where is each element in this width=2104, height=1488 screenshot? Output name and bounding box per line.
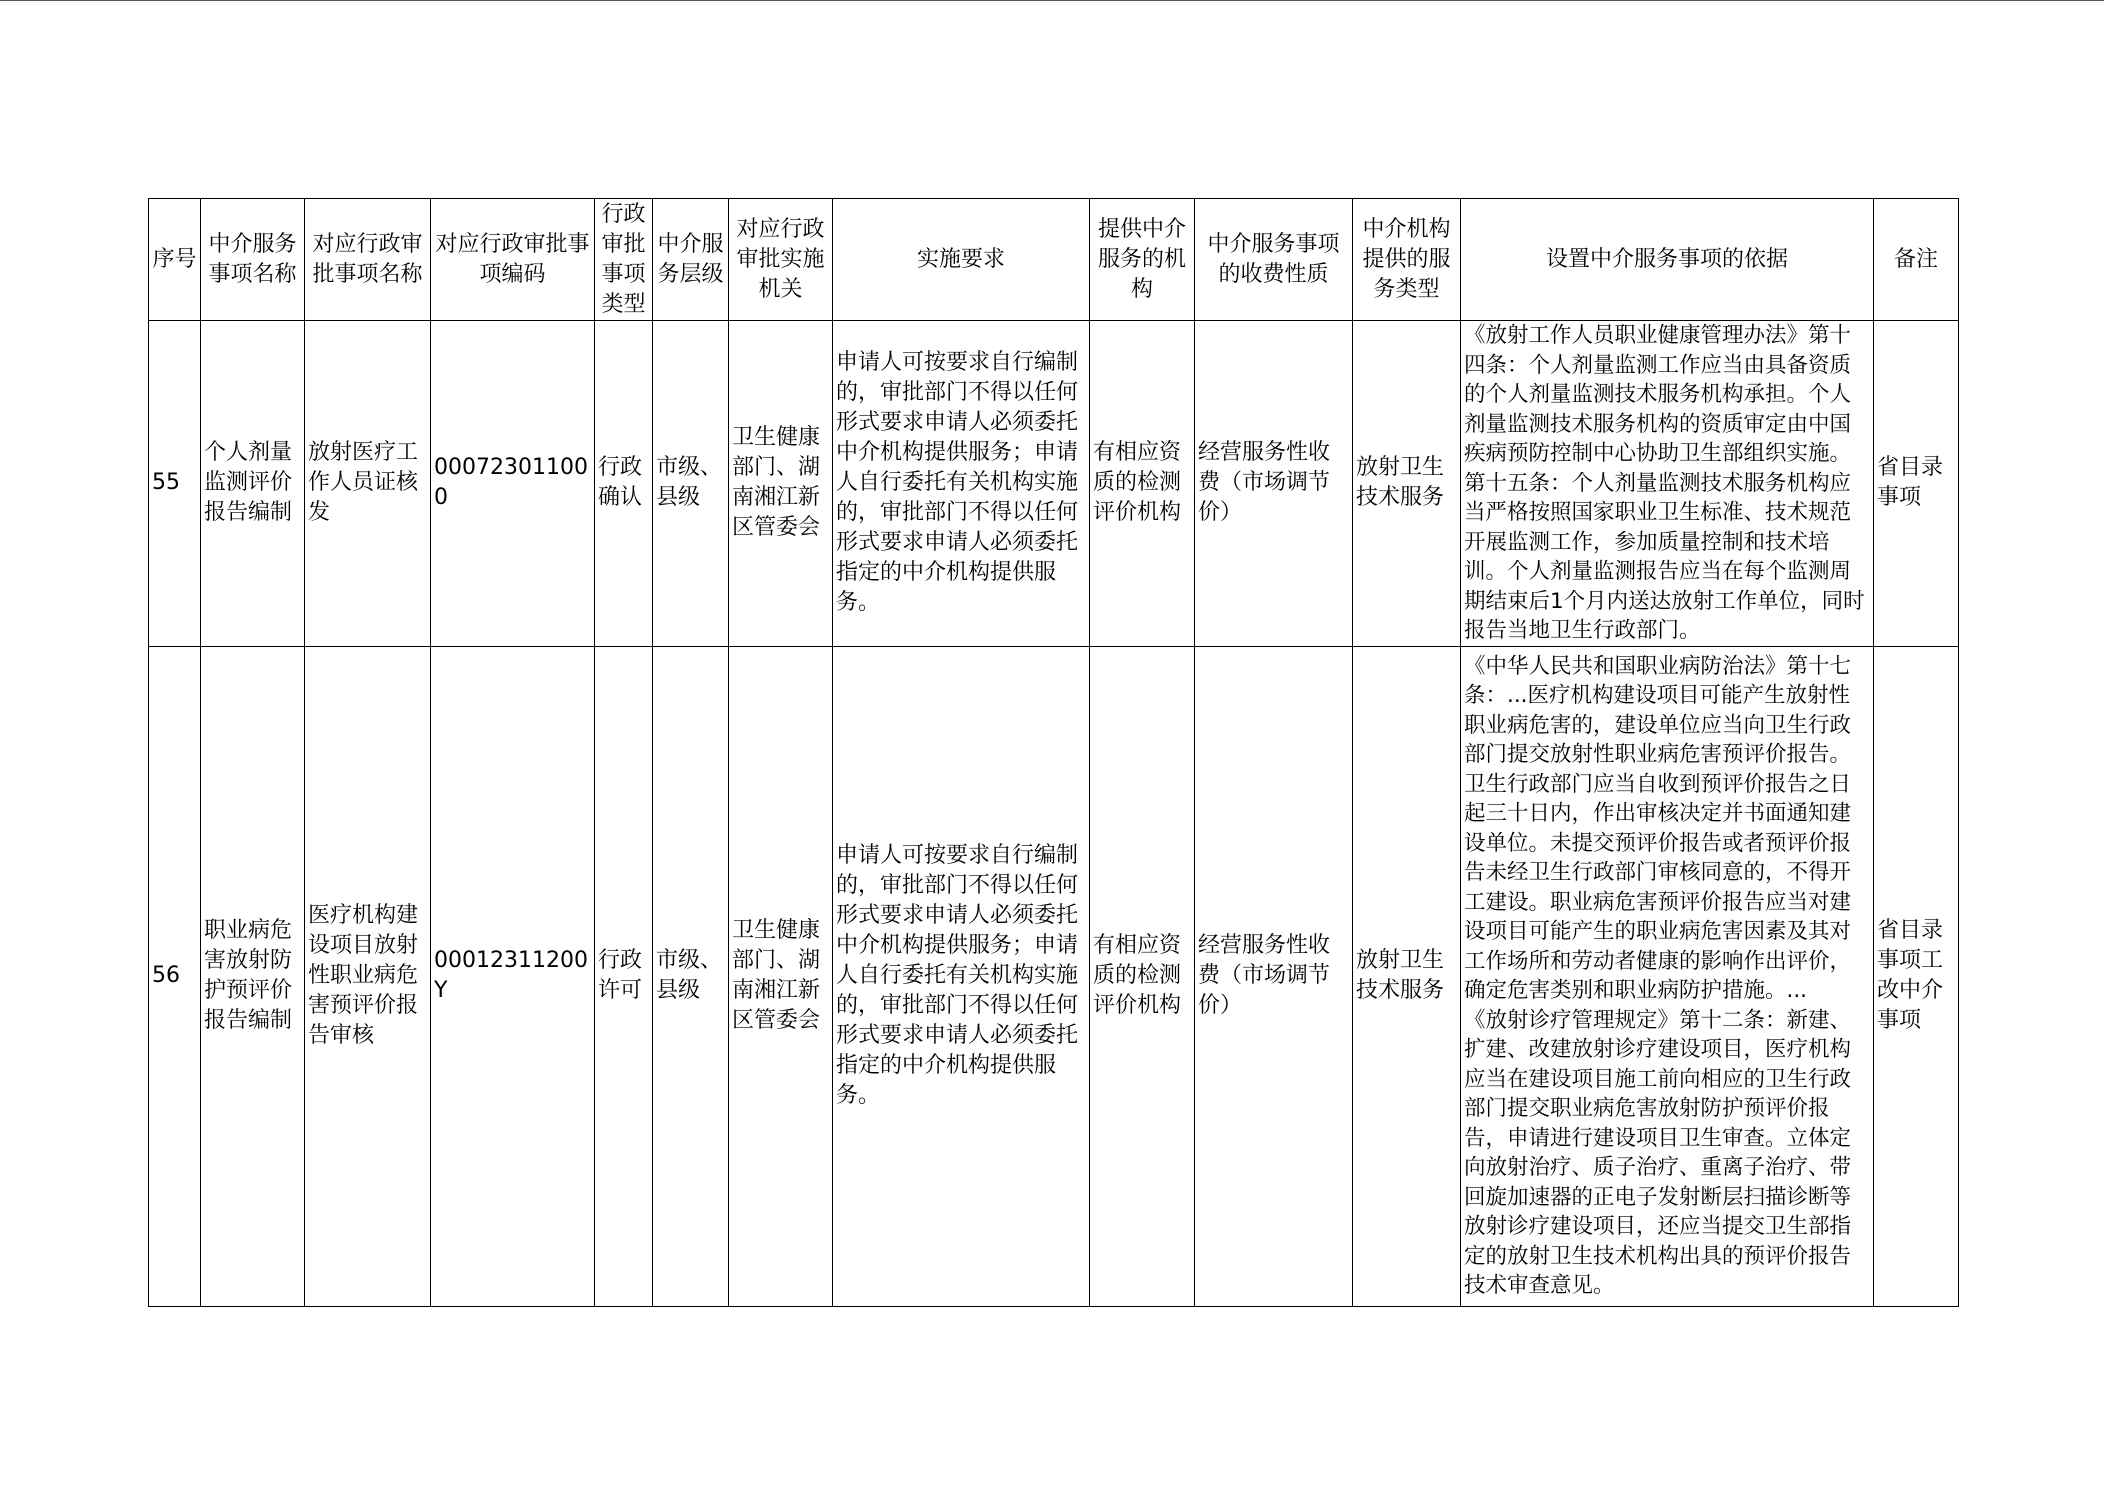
cell-provider: 有相应资质的检测评价机构 bbox=[1090, 646, 1195, 1306]
header-fee-nature: 中介服务事项的收费性质 bbox=[1195, 199, 1353, 321]
header-provider: 提供中介服务的机构 bbox=[1090, 199, 1195, 321]
header-approval-code: 对应行政审批事项编码 bbox=[431, 199, 595, 321]
cell-service-type: 放射卫生技术服务 bbox=[1353, 646, 1461, 1306]
cell-remark: 省目录事项 bbox=[1874, 321, 1959, 647]
table-row bbox=[149, 646, 1959, 1306]
table-row bbox=[149, 321, 1959, 647]
cell-serial-no: 56 bbox=[149, 646, 201, 1306]
cell-service-name: 个人剂量监测评价报告编制 bbox=[201, 321, 305, 647]
header-approval-type: 行政审批事项类型 bbox=[595, 199, 653, 321]
legal-basis-paragraph: 《放射诊疗管理规定》第十二条：新建、扩建、改建放射诊疗建设项目，医疗机构应当在建设项目施工前向相应的卫生行政部门提交职业病危害放射防护预评价报告，申请进行建设项目卫生审查。立体定向放射治疗、质子治疗、重离子治疗、带回旋加速器的正电子发射断层扫描诊断等放射诊疗建设项目，还应当提交卫生部指定的放射卫生技术机构出具的预评价报告技术审查意见。 bbox=[1464, 1007, 1852, 1298]
header-service-type: 中介机构提供的服务类型 bbox=[1353, 199, 1461, 321]
cell-approval-code: 00012311200Y bbox=[431, 646, 595, 1306]
cell-service-level: 市级、县级 bbox=[653, 321, 729, 647]
header-service-level: 中介服务层级 bbox=[653, 199, 729, 321]
table-header-row bbox=[149, 199, 1959, 321]
cell-requirement: 申请人可按要求自行编制的，审批部门不得以任何形式要求申请人必须委托中介机构提供服务；申请人自行委托有关机构实施的，审批部门不得以任何形式要求申请人必须委托指定的中介机构提供服务。 bbox=[833, 321, 1090, 647]
cell-approval-name: 医疗机构建设项目放射性职业病危害预评价报告审核 bbox=[305, 646, 431, 1306]
cell-approval-type: 行政确认 bbox=[595, 321, 653, 647]
header-implementing-agency: 对应行政审批实施机关 bbox=[729, 199, 833, 321]
cell-fee-nature: 经营服务性收费（市场调节价） bbox=[1195, 646, 1353, 1306]
legal-basis-paragraph: 第十五条：个人剂量监测技术服务机构应当严格按照国家职业卫生标准、技术规范开展监测工作，参加质量控制和技术培训。个人剂量监测报告应当在每个监测周期结束后1个月内送达放射工作单位，同时报告当地卫生行政部门。 bbox=[1464, 470, 1865, 643]
header-service-name: 中介服务事项名称 bbox=[201, 199, 305, 321]
legal-basis-paragraph: 《中华人民共和国职业病防治法》第十七条：...医疗机构建设项目可能产生放射性职业病危害的，建设单位应当向卫生行政部门提交放射性职业病危害预评价报告。卫生行政部门应当自收到预评价报告之日起三十日内，作出审核决定并书面通知建设单位。未提交预评价报告或者预评价报告未经卫生行政部门审核同意的，不得开工建设。职业病危害预评价报告应当对建设项目可能产生的职业病危害因素及其对工作场所和劳动者健康的影响作出评价，确定危害类别和职业病防护措施。... bbox=[1464, 653, 1852, 1003]
cell-approval-type: 行政许可 bbox=[595, 646, 653, 1306]
header-serial-no: 序号 bbox=[149, 199, 201, 321]
cell-implementing-agency: 卫生健康部门、湖南湘江新区管委会 bbox=[729, 321, 833, 647]
cell-serial-no: 55 bbox=[149, 321, 201, 647]
legal-basis-paragraph: 《放射工作人员职业健康管理办法》第十四条：个人剂量监测工作应当由具备资质的个人剂量监测技术服务机构承担。个人剂量监测技术服务机构的资质审定由中国疾病预防控制中心协助卫生部组织实施。 bbox=[1464, 323, 1852, 466]
cell-fee-nature: 经营服务性收费（市场调节价） bbox=[1195, 321, 1353, 647]
header-legal-basis: 设置中介服务事项的依据 bbox=[1461, 199, 1874, 321]
header-requirement: 实施要求 bbox=[833, 199, 1090, 321]
cell-requirement: 申请人可按要求自行编制的，审批部门不得以任何形式要求申请人必须委托中介机构提供服务；申请人自行委托有关机构实施的，审批部门不得以任何形式要求申请人必须委托指定的中介机构提供服务。 bbox=[833, 646, 1090, 1306]
cell-approval-code: 000723011000 bbox=[431, 321, 595, 647]
cell-legal-basis bbox=[1461, 321, 1874, 647]
header-approval-name: 对应行政审批事项名称 bbox=[305, 199, 431, 321]
header-remark: 备注 bbox=[1874, 199, 1959, 321]
cell-remark: 省目录事项工改中介事项 bbox=[1874, 646, 1959, 1306]
cell-service-level: 市级、县级 bbox=[653, 646, 729, 1306]
cell-provider: 有相应资质的检测评价机构 bbox=[1090, 321, 1195, 647]
cell-service-type: 放射卫生技术服务 bbox=[1353, 321, 1461, 647]
cell-approval-name: 放射医疗工作人员证核发 bbox=[305, 321, 431, 647]
cell-legal-basis bbox=[1461, 646, 1874, 1306]
cell-implementing-agency: 卫生健康部门、湖南湘江新区管委会 bbox=[729, 646, 833, 1306]
cell-service-name: 职业病危害放射防护预评价报告编制 bbox=[201, 646, 305, 1306]
page-top-border bbox=[0, 0, 2104, 1]
intermediary-services-table bbox=[148, 198, 1959, 1307]
